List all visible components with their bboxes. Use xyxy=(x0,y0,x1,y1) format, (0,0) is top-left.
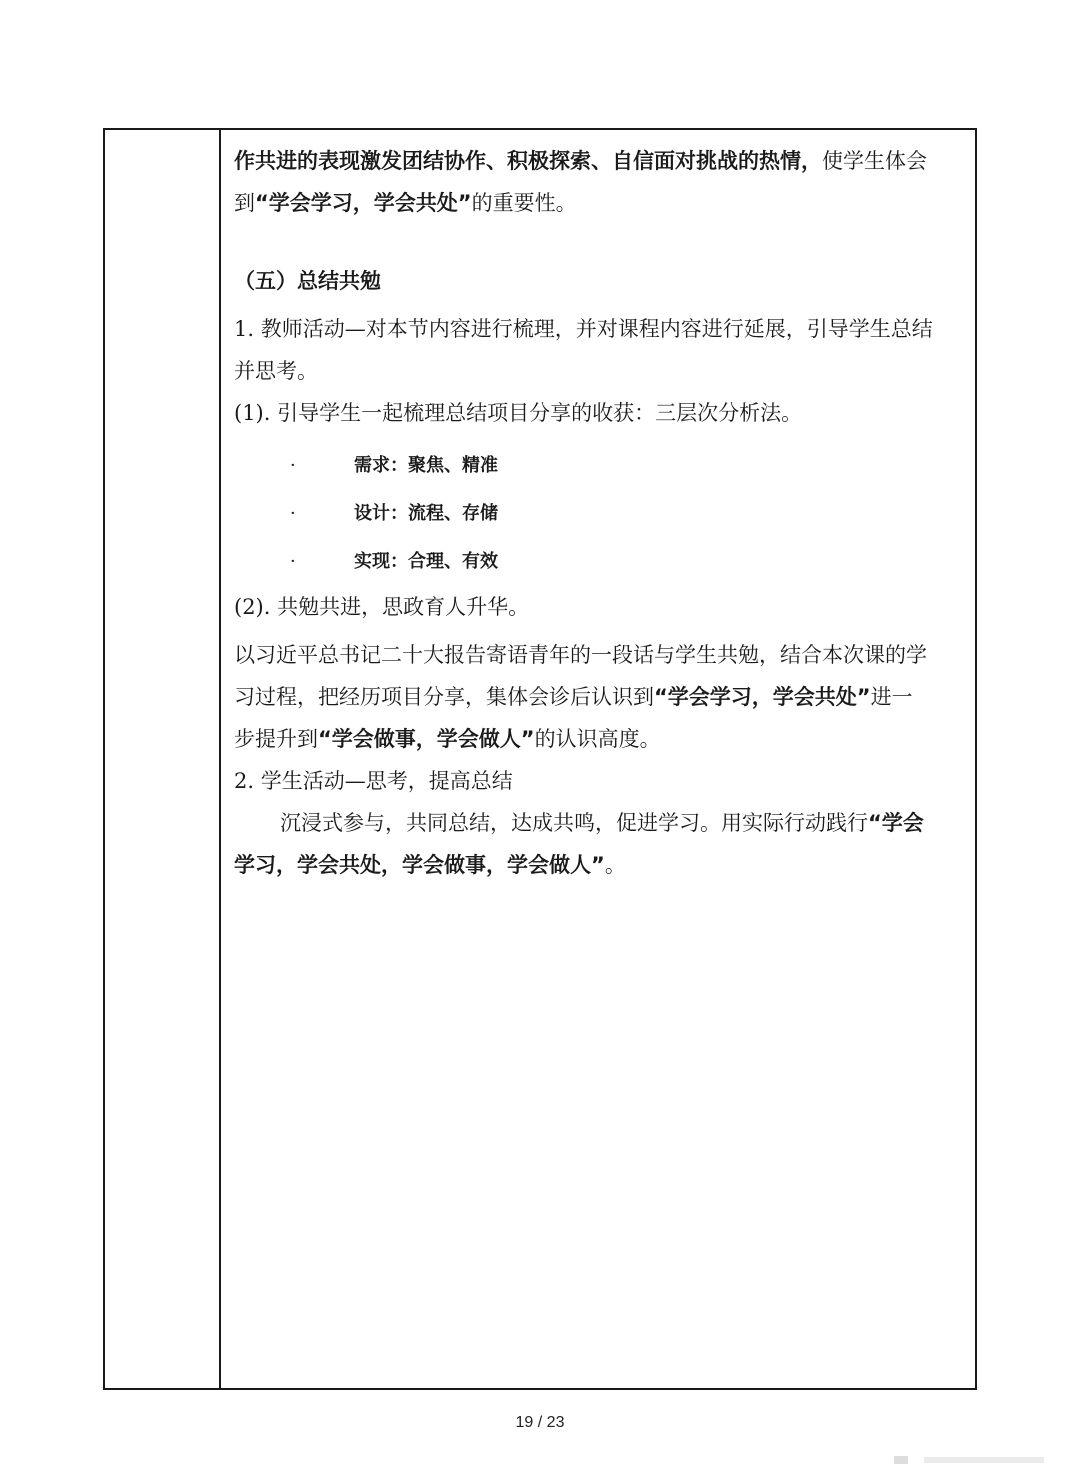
quote-paragraph-line-2 xyxy=(234,676,952,718)
quote-paragraph-line-3 xyxy=(234,718,952,760)
plain-text: 沉浸式参与，共同总结，达成共鸣，促进学习。用实际行动践行 xyxy=(280,811,868,835)
bullet-dot: · xyxy=(290,503,296,524)
bullet-text: 实现：合理、有效 xyxy=(354,551,498,572)
lesson-table xyxy=(103,128,977,1390)
teacher-activity-line-2: 并思考。 xyxy=(234,359,318,383)
student-activity-line-1 xyxy=(234,802,952,844)
bullet-item xyxy=(234,490,952,538)
student-activity-title: 2. 学生活动—思考，提高总结 xyxy=(234,769,513,793)
bold-quote: 学习，学会共处，学会做事，学会做人” xyxy=(234,853,605,877)
continued-paragraph-line-2 xyxy=(234,182,952,224)
bullet-text: 设计：流程、存储 xyxy=(354,503,498,524)
plain-text: 的认识高度。 xyxy=(534,727,661,751)
plain-text: 步提升到 xyxy=(234,727,318,751)
sub-item-1: (1). 引导学生一起梳理总结项目分享的收获：三层次分析法。 xyxy=(234,401,803,425)
bold-quote: “学会 xyxy=(868,811,924,835)
quote-paragraph-line-1: 以习近平总书记二十大报告寄语青年的一段话与学生共勉，结合本次课的学 xyxy=(234,643,927,667)
bold-text: 作共进的表现激发团结协作、积极探索、自信面对挑战的热情， xyxy=(234,149,822,173)
page-number: 19 / 23 xyxy=(515,1414,565,1431)
plain-text: 进一 xyxy=(870,685,913,709)
content-cell xyxy=(234,140,952,886)
teacher-activity-line-1: 1. 教师活动—对本节内容进行梳理，并对课程内容进行延展，引导学生总结 xyxy=(234,317,933,341)
bold-quote: “学会学习，学会共处” xyxy=(654,685,871,709)
bullet-item xyxy=(234,442,952,490)
column-divider xyxy=(219,130,221,1388)
bullet-item xyxy=(234,538,952,586)
bold-quote: “学会做事，学会做人” xyxy=(318,727,535,751)
bullet-list xyxy=(234,442,952,586)
plain-text: 的重要性。 xyxy=(471,191,577,215)
bold-quote: “学会学习，学会共处” xyxy=(255,191,472,215)
plain-text: 到 xyxy=(234,191,255,215)
student-activity-line-2 xyxy=(234,844,952,886)
bullet-dot: · xyxy=(290,551,296,572)
plain-text: 使学生体会 xyxy=(822,149,927,173)
continued-paragraph-line-1 xyxy=(234,140,952,182)
plain-text: 。 xyxy=(604,853,626,877)
watermark-mark xyxy=(894,1454,1044,1464)
sub-item-2: (2). 共勉共进，思政育人升华。 xyxy=(234,595,530,619)
plain-text: 习过程，把经历项目分享，集体会诊后认识到 xyxy=(234,685,654,709)
section-title: 总结共勉 xyxy=(297,269,381,293)
bullet-dot: · xyxy=(290,455,296,476)
bullet-text: 需求：聚焦、精准 xyxy=(354,455,498,476)
section-number: （五） xyxy=(234,269,297,293)
section-heading xyxy=(234,260,952,302)
